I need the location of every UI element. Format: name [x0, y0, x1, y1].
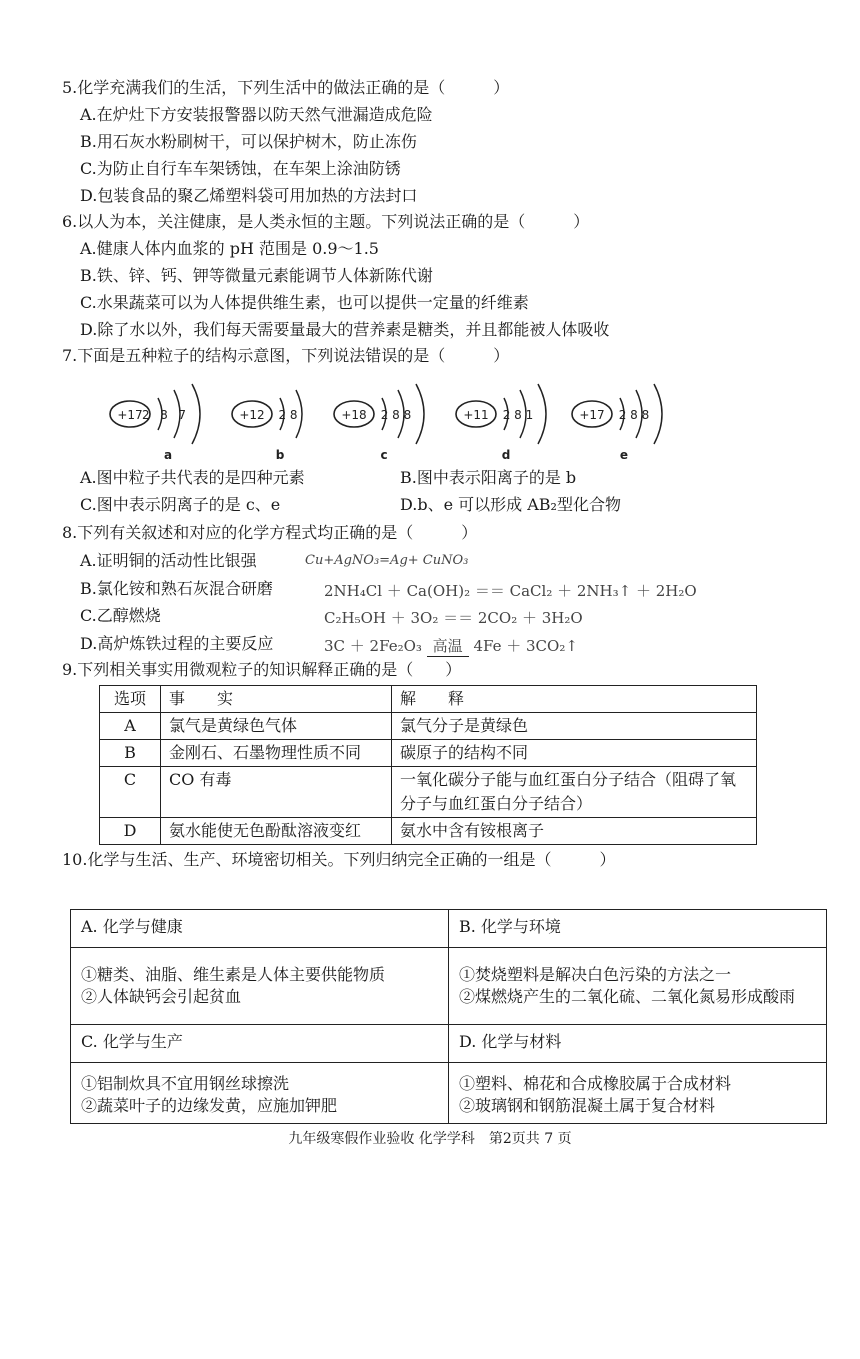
- particle-a-nucleus: +17: [117, 408, 143, 422]
- particle-e-label: e: [619, 448, 629, 462]
- table-row: [100, 740, 757, 767]
- q9-row-d-fact: 氨水能使无色酚酞溶液变红: [161, 818, 392, 845]
- q10-cell-b-item-2: ②煤燃烧产生的二氧化硫、二氧化氮易形成酸雨: [459, 987, 796, 1006]
- particle-a-label: a: [163, 448, 173, 462]
- table-row: [100, 818, 757, 845]
- q8-option-a: A.证明铜的活动性比银强: [80, 551, 257, 570]
- particle-c-label: c: [380, 448, 388, 462]
- particle-c-nucleus: +18: [341, 408, 367, 422]
- q10-stem: 10.化学与生活、生产、环境密切相关。下列归纳完全正确的一组是（ ）: [62, 850, 616, 869]
- q10-cell-b-title: B. 化学与环境: [449, 910, 827, 948]
- q10-cell-a-item-2: ②人体缺钙会引起贫血: [81, 987, 242, 1006]
- q7-option-d: D.b、e 可以形成 AB₂型化合物: [400, 495, 621, 514]
- q8-equation-d-reactants: 3C ＋ 2Fe₂O₃: [324, 637, 422, 655]
- q10-cell-d-item-2: ②玻璃钢和钢筋混凝土属于复合材料: [459, 1096, 716, 1115]
- particle-c-shells: 2 8 8: [380, 408, 412, 422]
- q8-option-c: C.乙醇燃烧: [80, 606, 161, 625]
- q9-row-c-fact: CO 有毒: [161, 767, 392, 818]
- q6-option-b: B.铁、锌、钙、钾等微量元素能调节人体新陈代谢: [80, 266, 433, 285]
- q9-row-b-option: B: [100, 740, 161, 767]
- particle-c: [334, 384, 424, 462]
- q8-equation-b: 2NH₄Cl ＋ Ca(OH)₂ ＝＝ CaCl₂ ＋ 2NH₃↑ ＋ 2H₂O: [324, 582, 697, 600]
- q9-row-b-fact: 金刚石、石墨物理性质不同: [161, 740, 392, 767]
- q9-row-a-explanation: 氯气分子是黄绿色: [392, 713, 757, 740]
- q7-option-c: C.图中表示阴离子的是 c、e: [80, 495, 281, 514]
- q8-equation-c: C₂H₅OH ＋ 3O₂ ＝＝ 2CO₂ ＋ 3H₂O: [324, 609, 583, 627]
- particle-e: [572, 384, 662, 462]
- particle-b-label: b: [275, 448, 285, 462]
- particle-e-nucleus: +17: [579, 408, 605, 422]
- q5-option-b: B.用石灰水粉刷树干，可以保护树木，防止冻伤: [80, 132, 417, 151]
- q10-cell-b-item-1: ①焚烧塑料是解决白色污染的方法之一: [459, 965, 732, 984]
- q10-cell-c-body: [71, 1063, 449, 1124]
- q8-option-d: D.高炉炼铁过程的主要反应: [80, 634, 274, 653]
- q10-cell-a-title: A. 化学与健康: [71, 910, 449, 948]
- q9-row-a-fact: 氯气是黄绿色气体: [161, 713, 392, 740]
- q8-equation-d: [324, 635, 578, 657]
- particle-b: [232, 390, 302, 462]
- q10-cell-c-item-1: ①铝制炊具不宜用钢丝球擦洗: [81, 1074, 290, 1093]
- q9-table-header: [100, 686, 757, 713]
- q10-cell-d-title: D. 化学与材料: [449, 1025, 827, 1063]
- q6-stem: 6.以人为本，关注健康，是人类永恒的主题。下列说法正确的是（ ）: [62, 212, 590, 231]
- q8-equation-d-products: 4Fe ＋ 3CO₂↑: [473, 637, 578, 655]
- q10-cell-a-item-1: ①糖类、油脂、维生素是人体主要供能物质: [81, 965, 386, 984]
- q10-cell-c-item-2: ②蔬菜叶子的边缘发黄，应施加钾肥: [81, 1096, 338, 1115]
- q9-row-d-explanation: 氨水中含有铵根离子: [392, 818, 757, 845]
- q9-table: [99, 685, 757, 845]
- q10-cell-b-body: [449, 948, 827, 1025]
- particle-b-shells: 2 8: [278, 408, 298, 422]
- q5-option-a: A.在炉灶下方安装报警器以防天然气泄漏造成危险: [80, 105, 433, 124]
- particle-b-nucleus: +12: [239, 408, 265, 422]
- particle-a: [110, 384, 200, 462]
- q10-cell-d-item-1: ①塑料、棉花和合成橡胶属于合成材料: [459, 1074, 732, 1093]
- particle-e-shells: 2 8 8: [618, 408, 650, 422]
- q10-table: [70, 909, 827, 1124]
- q6-option-a: A.健康人体内血浆的 pH 范围是 0.9～1.5: [80, 239, 379, 258]
- particle-d-nucleus: +11: [463, 408, 489, 422]
- q6-option-c: C.水果蔬菜可以为人体提供维生素，也可以提供一定量的纤维素: [80, 293, 529, 312]
- q5-option-d: D.包装食品的聚乙烯塑料袋可用加热的方法封口: [80, 186, 418, 205]
- q5-stem: 5.化学充满我们的生活，下列生活中的做法正确的是（ ）: [62, 78, 510, 97]
- q8-equation-a: Cu+AgNO₃=Ag+ CuNO₃: [305, 553, 469, 568]
- q7-stem: 7.下面是五种粒子的结构示意图，下列说法错误的是（ ）: [62, 346, 510, 365]
- q8-option-b: B.氯化铵和熟石灰混合研磨: [80, 579, 273, 598]
- q9-stem: 9.下列相关事实用微观粒子的知识解释正确的是（ ）: [62, 660, 462, 679]
- q7-option-b: B.图中表示阳离子的是 b: [400, 468, 577, 487]
- q8-stem: 8.下列有关叙述和对应的化学方程式均正确的是（ ）: [62, 523, 478, 542]
- q9-row-d-option: D: [100, 818, 161, 845]
- q10-cell-d-body: [449, 1063, 827, 1124]
- q10-cell-a-body: [71, 948, 449, 1025]
- q9-header-option: 选项: [100, 686, 161, 713]
- table-row: [100, 767, 757, 818]
- particle-d-label: d: [501, 448, 511, 462]
- particle-d-shells: 2 8 1: [502, 408, 534, 422]
- q8-equation-d-condition: 高温: [427, 635, 469, 657]
- table-row: [100, 713, 757, 740]
- q7-option-a: A.图中粒子共代表的是四种元素: [80, 468, 305, 487]
- q10-cell-c-title: C. 化学与生产: [71, 1025, 449, 1063]
- q6-option-d: D.除了水以外，我们每天需要量最大的营养素是糖类，并且都能被人体吸收: [80, 320, 610, 339]
- q5-option-c: C.为防止自行车车架锈蚀，在车架上涂油防锈: [80, 159, 401, 178]
- q9-row-b-explanation: 碳原子的结构不同: [392, 740, 757, 767]
- q9-row-c-explanation: 一氧化碳分子能与血红蛋白分子结合（阻碍了氧分子与血红蛋白分子结合）: [392, 767, 757, 818]
- q9-header-fact: 事 实: [161, 686, 392, 713]
- q9-header-explanation: 解 释: [392, 686, 757, 713]
- particle-a-shells: 2 8 7: [142, 408, 186, 422]
- atom-structure-diagrams: [108, 378, 688, 464]
- particle-d: [456, 384, 546, 462]
- page-footer: 九年级寒假作业验收 化学学科 第2页共 7 页: [288, 1131, 572, 1147]
- q9-row-c-option: C: [100, 767, 161, 818]
- q9-row-a-option: A: [100, 713, 161, 740]
